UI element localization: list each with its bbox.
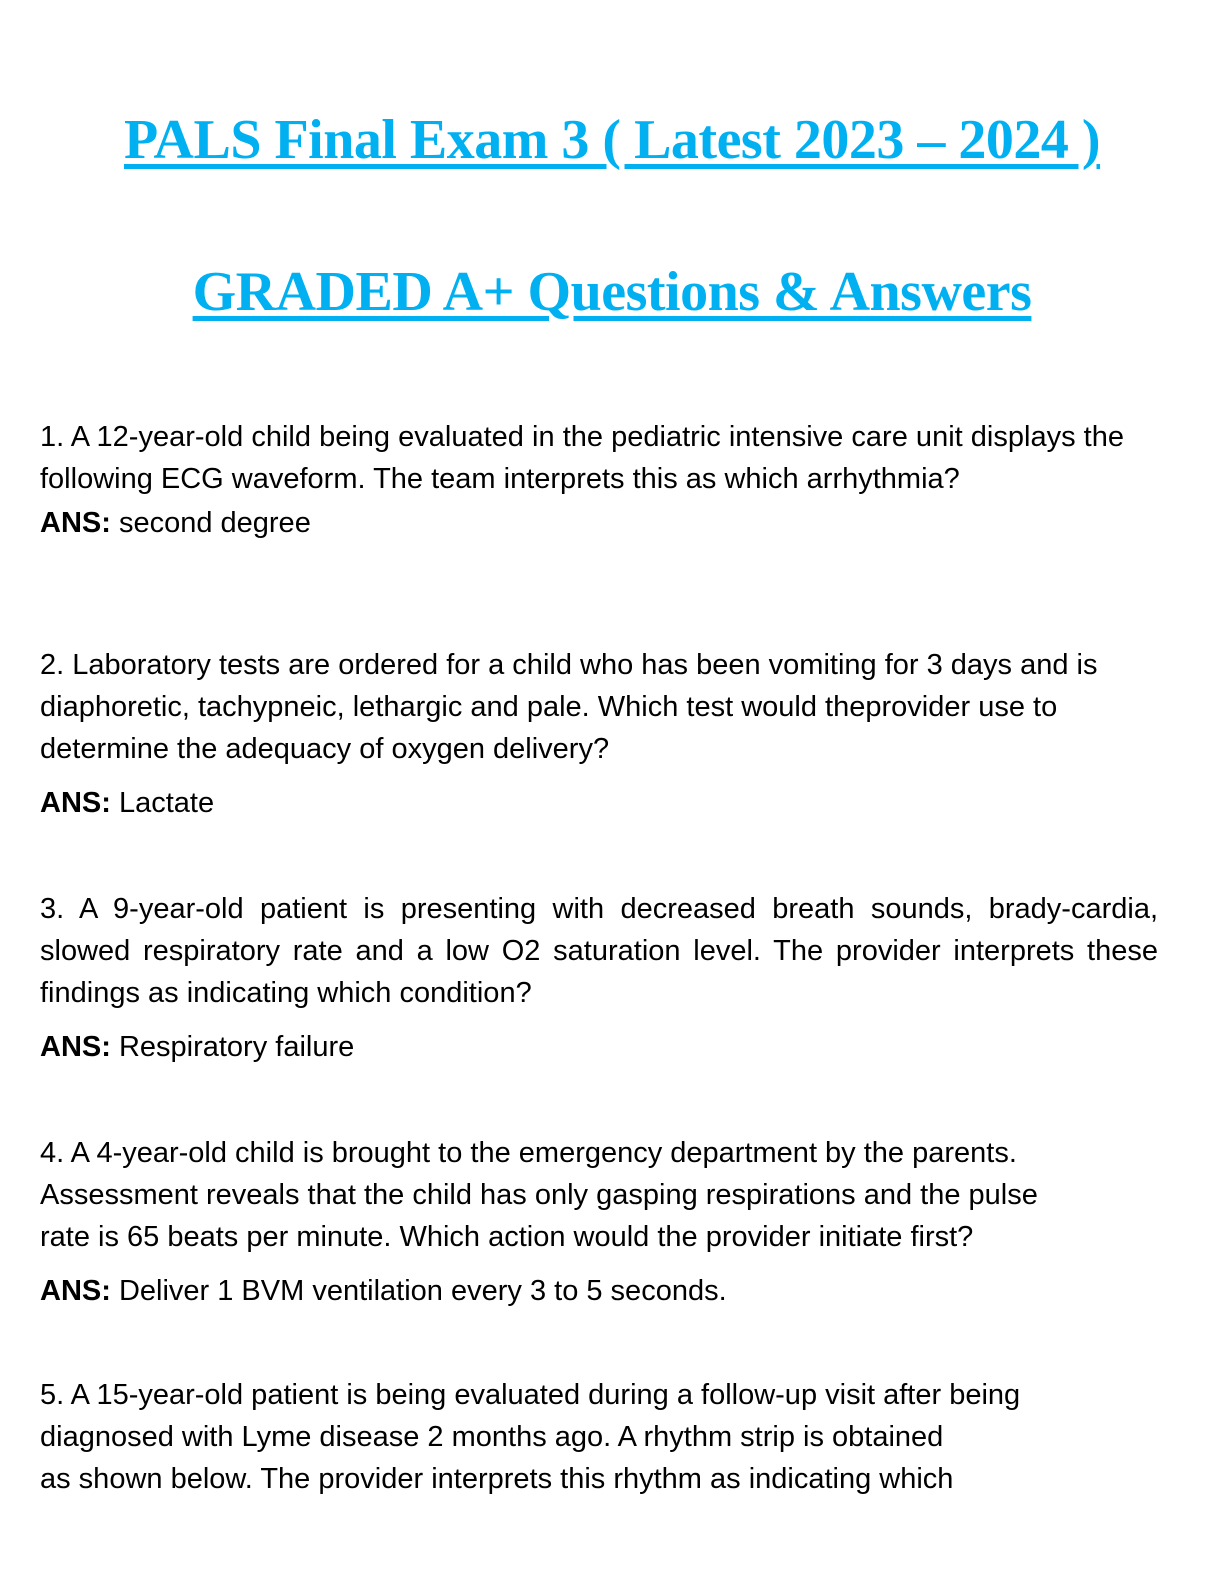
question-text: 1. A 12-year-old child being evaluated in the pediatric intensive care unit displays the following ECG waveform. The team interprets this as which arrhythmia? xyxy=(40,421,1124,495)
answer xyxy=(40,782,1160,824)
question-text: 2. Laboratory tests are ordered for a child who has been vomiting for 3 days and is diaphoretic, tachypneic, lethargic and pale. Which test would theprovider use to determine the adequacy of oxygen delivery? xyxy=(40,649,1098,765)
question-4 xyxy=(40,1132,1160,1312)
answer-text: Deliver 1 BVM ventilation every 3 to 5 seconds. xyxy=(110,1275,727,1307)
question-text-line: Assessment reveals that the child has only gasping respirations and the pulse xyxy=(40,1179,1038,1211)
question-2 xyxy=(40,644,1160,824)
question-text-line: as shown below. The provider interprets this rhythm as indicating which xyxy=(40,1463,954,1495)
question-5 xyxy=(40,1374,1160,1500)
answer xyxy=(40,1270,1160,1312)
answer xyxy=(40,1026,1158,1068)
question-text-line: diagnosed with Lyme disease 2 months ago. A rhythm strip is obtained xyxy=(40,1421,944,1453)
answer-label: ANS: xyxy=(40,507,111,539)
answer-text: second degree xyxy=(110,507,311,539)
question-text-line: 4. A 4-year-old child is brought to the emergency department by the parents. xyxy=(40,1137,1017,1169)
question-3 xyxy=(40,888,1158,1068)
answer xyxy=(40,502,1124,544)
question-1 xyxy=(40,416,1124,544)
question-text-line: rate is 65 beats per minute. Which action would the provider initiate first? xyxy=(40,1221,974,1253)
title-line-2: GRADED A+ Questions & Answers xyxy=(192,261,1032,323)
answer-text: Respiratory failure xyxy=(110,1031,355,1063)
answer-label: ANS: xyxy=(40,1275,111,1307)
document-title xyxy=(0,108,1224,172)
answer-label: ANS: xyxy=(40,1031,111,1063)
question-text: 3. A 9-year-old patient is presenting with decreased breath sounds, brady-cardia, slowed respiratory rate and a low O2 saturation level. The provider interprets these findings as indicating which condition? xyxy=(40,893,1158,1009)
title-line-1: PALS Final Exam 3 ( Latest 2023 – 2024 ) xyxy=(123,109,1101,171)
answer-text: Lactate xyxy=(110,787,215,819)
question-text-line: 5. A 15-year-old patient is being evaluated during a follow-up visit after being xyxy=(40,1379,1021,1411)
answer-label: ANS: xyxy=(40,787,111,819)
document-subtitle xyxy=(0,260,1224,324)
